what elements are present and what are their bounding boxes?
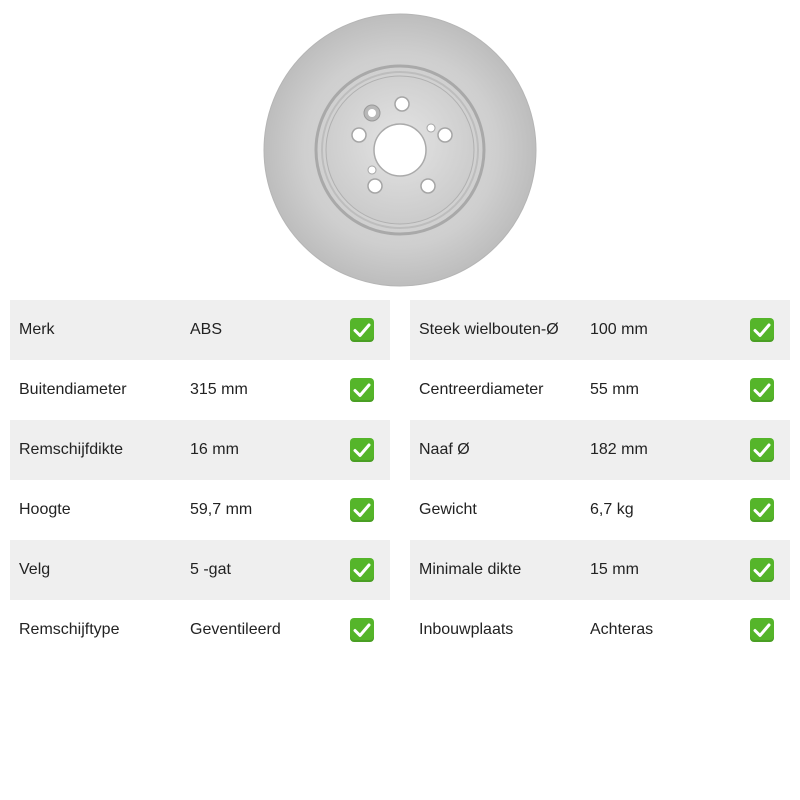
check-icon (750, 378, 774, 402)
table-row (410, 540, 790, 600)
spec-value: Geventileerd (190, 621, 281, 638)
table-row (410, 600, 790, 660)
spec-value: 15 mm (590, 561, 639, 578)
spec-value: 315 mm (190, 381, 248, 398)
check-icon (750, 558, 774, 582)
check-icon (350, 438, 374, 462)
spec-label: Buitendiameter (19, 381, 127, 398)
table-row (10, 480, 390, 540)
table-row (10, 300, 390, 360)
check-icon (750, 618, 774, 642)
spec-value: 6,7 kg (590, 501, 634, 518)
table-row (10, 420, 390, 480)
table-row (10, 600, 390, 660)
spec-label: Steek wielbouten-Ø (419, 321, 559, 338)
spec-value: 59,7 mm (190, 501, 253, 518)
spec-label: Remschijfdikte (19, 441, 124, 458)
table-row (410, 360, 790, 420)
check-icon (350, 498, 374, 522)
spec-label: Minimale dikte (419, 561, 522, 578)
spec-value: 16 mm (190, 441, 239, 458)
spec-value: ABS (190, 321, 223, 338)
check-icon (350, 318, 374, 342)
spec-table-left (10, 300, 390, 660)
spec-value: 182 mm (590, 441, 648, 458)
spec-label: Merk (19, 321, 55, 338)
spec-value: Achteras (590, 621, 654, 638)
spec-table-right (410, 300, 790, 660)
spec-value: 5 -gat (190, 561, 231, 578)
spec-label: Hoogte (19, 501, 71, 518)
check-icon (350, 558, 374, 582)
spec-label: Velg (19, 561, 51, 578)
spec-value: 55 mm (590, 381, 639, 398)
table-row (410, 420, 790, 480)
spec-label: Naaf Ø (419, 441, 470, 458)
spec-label: Centreerdiameter (419, 381, 544, 398)
check-icon (350, 378, 374, 402)
check-icon (350, 618, 374, 642)
table-row (410, 300, 790, 360)
spec-value: 100 mm (590, 321, 648, 338)
spec-label: Gewicht (419, 501, 477, 518)
spec-label: Inbouwplaats (419, 621, 514, 638)
check-icon (750, 438, 774, 462)
check-icon (750, 498, 774, 522)
table-row (410, 480, 790, 540)
spec-label: Remschijftype (19, 621, 120, 638)
table-row (10, 360, 390, 420)
brake-disc-image (262, 12, 538, 288)
table-row (10, 540, 390, 600)
check-icon (750, 318, 774, 342)
